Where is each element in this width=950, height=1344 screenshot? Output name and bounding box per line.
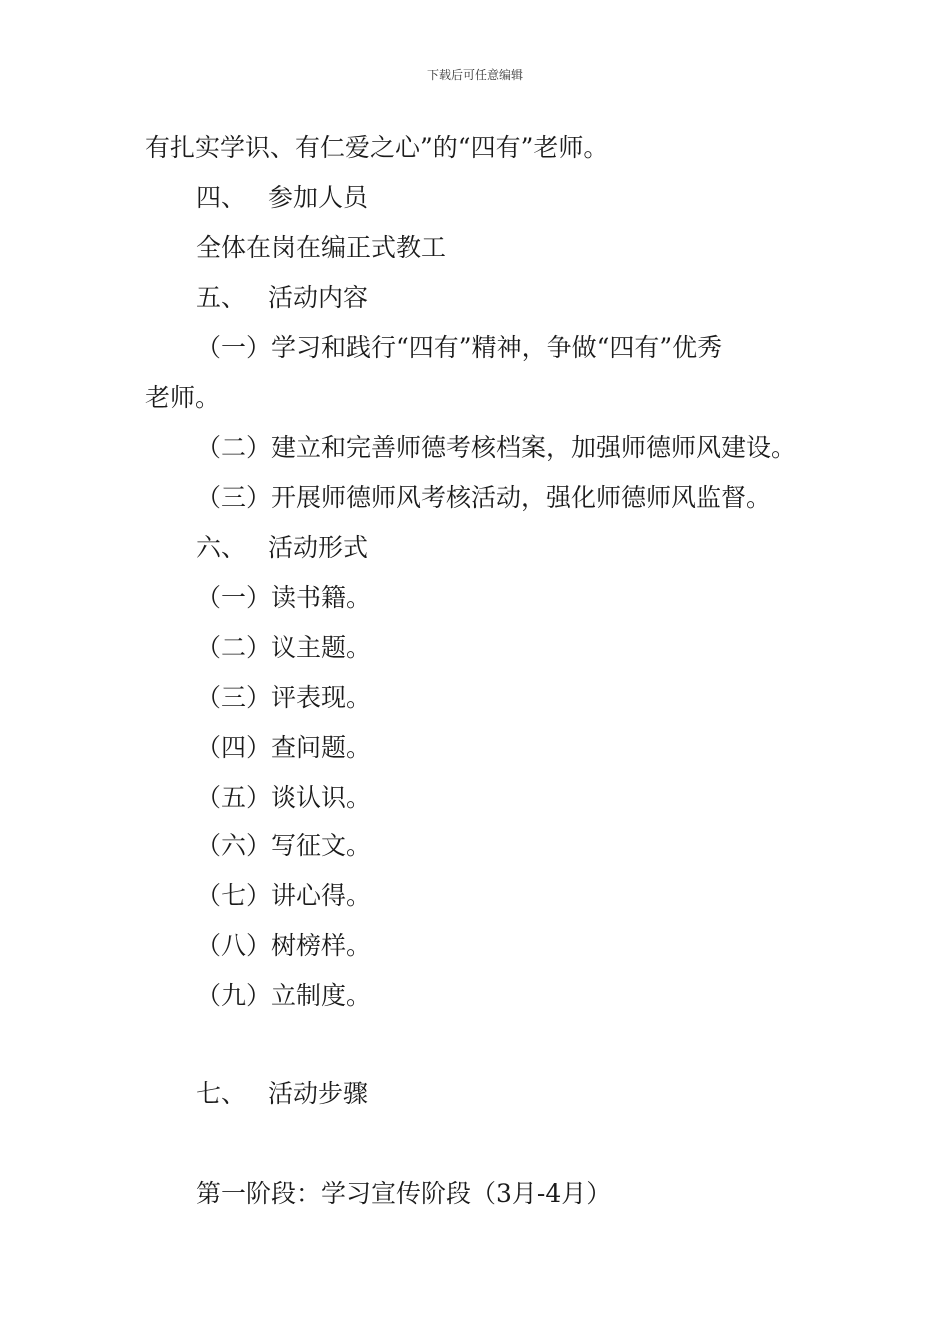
list-item: （三）评表现。: [196, 683, 372, 712]
page-header-note: 下载后可任意编辑: [426, 68, 523, 82]
list-item: （六）写征文。: [196, 831, 372, 860]
section-heading: [196, 531, 368, 565]
section-number: 七、: [196, 1079, 247, 1108]
section-number: 五、: [196, 283, 247, 312]
list-item: （二）议主题。: [196, 633, 372, 662]
paragraph-line: 全体在岗在编正式教工: [196, 233, 447, 262]
list-item: （七）讲心得。: [196, 881, 372, 910]
paragraph-line: 有扎实学识、有仁爱之心”的“四有”老师。: [145, 133, 609, 162]
list-item: （四）查问题。: [196, 733, 372, 762]
stage-heading: 第一阶段：学习宣传阶段（3月-4月）: [196, 1179, 612, 1208]
paragraph-line: 老师。: [145, 383, 221, 412]
section-heading: [196, 281, 368, 315]
section-title: 活动内容: [268, 283, 369, 312]
section-title: 活动步骤: [268, 1079, 369, 1108]
paragraph-line: （一）学习和践行“四有”精神，争做“四有”优秀: [196, 333, 723, 362]
list-item: （九）立制度。: [196, 981, 372, 1010]
paragraph-line: （二）建立和完善师德考核档案，加强师德师风建设。: [196, 433, 797, 462]
list-item: （八）树榜样。: [196, 931, 372, 960]
section-heading: [196, 1077, 368, 1111]
section-number: 四、: [196, 183, 247, 212]
section-title: 活动形式: [268, 533, 369, 562]
list-item: （五）谈认识。: [196, 783, 372, 812]
section-heading: [196, 181, 368, 215]
section-number: 六、: [196, 533, 247, 562]
list-item: （一）读书籍。: [196, 583, 372, 612]
paragraph-line: （三）开展师德师风考核活动，强化师德师风监督。: [196, 483, 772, 512]
section-title: 参加人员: [268, 183, 369, 212]
